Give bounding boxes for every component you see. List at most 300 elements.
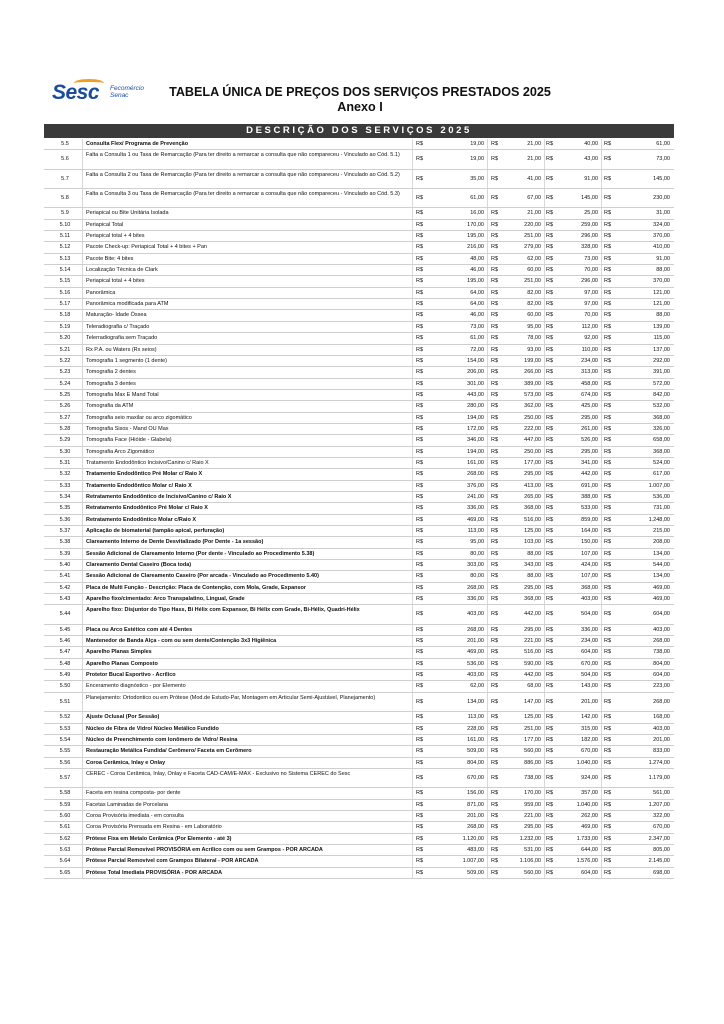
price-value-1: 113,00 xyxy=(467,528,484,534)
price-value-3: 604,00 xyxy=(581,649,598,656)
column-divider xyxy=(412,583,413,593)
currency-label: R$ xyxy=(604,255,612,262)
column-divider xyxy=(601,571,602,581)
price-value-3: 295,00 xyxy=(581,448,598,455)
column-divider xyxy=(412,735,413,745)
currency-label: R$ xyxy=(604,858,612,865)
currency-label: R$ xyxy=(491,391,499,398)
service-description: Periapical total + 4 bites xyxy=(86,233,145,240)
column-divider xyxy=(82,322,83,332)
column-divider xyxy=(412,276,413,286)
currency-label: R$ xyxy=(491,195,499,202)
price-value-1: 172,00 xyxy=(467,425,484,432)
currency-label: R$ xyxy=(604,698,612,705)
column-divider xyxy=(412,390,413,400)
price-value-4: 1.179,00 xyxy=(648,774,670,781)
currency-label: R$ xyxy=(546,596,554,603)
service-description: Enceramento diagnóstico - por Elemento xyxy=(86,683,186,690)
table-row xyxy=(44,712,674,723)
column-divider xyxy=(487,447,488,457)
currency-label: R$ xyxy=(604,233,612,240)
price-value-3: 458,00 xyxy=(581,380,598,387)
currency-label: R$ xyxy=(416,611,424,618)
currency-label: R$ xyxy=(604,539,612,546)
column-divider xyxy=(487,659,488,669)
price-value-1: 346,00 xyxy=(467,437,484,444)
currency-label: R$ xyxy=(546,380,554,387)
currency-label: R$ xyxy=(604,626,612,633)
currency-label: R$ xyxy=(546,790,554,797)
price-value-2: 88,00 xyxy=(527,573,541,580)
currency-label: R$ xyxy=(546,221,554,228)
price-value-4: 1.274,00 xyxy=(648,759,670,766)
column-divider xyxy=(544,693,545,711)
column-divider xyxy=(412,367,413,377)
price-value-1: 469,00 xyxy=(467,649,484,656)
column-divider xyxy=(544,379,545,389)
currency-label: R$ xyxy=(416,801,424,808)
price-value-1: 268,00 xyxy=(467,824,484,831)
price-value-3: 182,00 xyxy=(581,736,598,743)
currency-label: R$ xyxy=(491,869,499,876)
logo-subtitle xyxy=(110,85,144,99)
column-divider xyxy=(82,526,83,536)
currency-label: R$ xyxy=(546,391,554,398)
currency-label: R$ xyxy=(416,812,424,819)
column-divider xyxy=(601,537,602,547)
currency-label: R$ xyxy=(491,278,499,285)
table-row xyxy=(44,537,674,548)
service-code: 5.35 xyxy=(59,505,71,512)
service-code: 5.34 xyxy=(59,493,71,500)
price-value-3: 670,00 xyxy=(581,748,598,755)
price-value-3: 526,00 xyxy=(581,437,598,444)
service-description: Aparelho fixo/cimentado: Arco Transpalatino, Lingual, Grade xyxy=(86,596,245,603)
currency-label: R$ xyxy=(416,301,424,308)
service-code: 5.37 xyxy=(59,528,71,534)
currency-label: R$ xyxy=(416,638,424,645)
currency-label: R$ xyxy=(604,267,612,274)
column-divider xyxy=(487,868,488,878)
price-value-2: 170,00 xyxy=(524,790,541,797)
table-row xyxy=(44,265,674,276)
service-code: 5.12 xyxy=(59,244,71,251)
currency-label: R$ xyxy=(416,210,424,217)
service-code: 5.62 xyxy=(59,835,71,842)
price-value-1: 268,00 xyxy=(467,471,484,478)
currency-label: R$ xyxy=(604,683,612,690)
column-divider xyxy=(82,605,83,623)
column-divider xyxy=(601,845,602,855)
column-divider xyxy=(487,526,488,536)
column-divider xyxy=(82,231,83,241)
service-description: Panorâmica xyxy=(86,289,116,296)
currency-label: R$ xyxy=(546,611,554,618)
service-code: 5.20 xyxy=(59,335,71,342)
currency-label: R$ xyxy=(604,790,612,797)
price-value-2: 1.106,00 xyxy=(519,858,541,865)
price-value-3: 357,00 xyxy=(581,790,598,797)
currency-label: R$ xyxy=(604,562,612,569)
table-row xyxy=(44,856,674,867)
currency-label: R$ xyxy=(604,346,612,353)
column-divider xyxy=(544,288,545,298)
column-divider xyxy=(82,549,83,559)
currency-label: R$ xyxy=(491,846,499,853)
price-value-4: 230,00 xyxy=(653,195,670,202)
column-divider xyxy=(82,788,83,798)
price-value-1: 536,00 xyxy=(467,660,484,667)
service-description: Placa ou Arco Estético com até 4 Dentes xyxy=(86,626,193,633)
column-divider xyxy=(487,605,488,623)
price-value-3: 107,00 xyxy=(581,550,598,557)
currency-label: R$ xyxy=(604,528,612,534)
service-description: Tomografia Max E Mand Total xyxy=(86,391,159,398)
service-description: Pacote Bite: 4 bites xyxy=(86,255,134,262)
service-description: Sessão Adicional de Clareamento Interno (Por dente - Vinculado ao Procedimento 5.38) xyxy=(86,550,315,557)
service-description: Clareamento Interno de Dente Desvitalizado (Por Dente - 1a sessão) xyxy=(86,539,264,546)
column-divider xyxy=(412,379,413,389)
table-row xyxy=(44,647,674,658)
column-divider xyxy=(412,712,413,722)
service-code: 5.18 xyxy=(59,312,71,319)
currency-label: R$ xyxy=(416,550,424,557)
service-description: Rx P.A. ou Waters (Rx seios) xyxy=(86,346,157,353)
price-value-2: 199,00 xyxy=(524,357,541,364)
currency-label: R$ xyxy=(604,244,612,251)
column-divider xyxy=(412,845,413,855)
service-code: 5.21 xyxy=(59,346,71,353)
currency-label: R$ xyxy=(416,869,424,876)
price-value-4: 805,00 xyxy=(653,846,670,853)
price-value-2: 21,00 xyxy=(527,210,541,217)
price-value-1: 301,00 xyxy=(467,380,484,387)
column-divider xyxy=(487,322,488,332)
column-divider xyxy=(544,788,545,798)
currency-label: R$ xyxy=(491,301,499,308)
price-value-4: 215,00 xyxy=(653,528,670,534)
column-divider xyxy=(544,625,545,635)
service-code: 5.17 xyxy=(59,301,71,308)
price-value-2: 82,00 xyxy=(527,301,541,308)
currency-label: R$ xyxy=(416,584,424,591)
price-value-1: 61,00 xyxy=(470,335,484,342)
price-value-4: 2.347,00 xyxy=(648,835,670,842)
column-divider xyxy=(82,345,83,355)
column-divider xyxy=(544,481,545,491)
price-value-4: 2.145,00 xyxy=(648,858,670,865)
price-value-2: 295,00 xyxy=(524,471,541,478)
service-description: Mantenedor de Banda Alça - com ou sem dente/Contenção 3x3 Higiênica xyxy=(86,638,277,645)
currency-label: R$ xyxy=(416,335,424,342)
price-value-4: 201,00 xyxy=(653,736,670,743)
price-value-3: 368,00 xyxy=(581,584,598,591)
table-row xyxy=(44,659,674,670)
column-divider xyxy=(601,769,602,787)
currency-label: R$ xyxy=(491,448,499,455)
currency-label: R$ xyxy=(546,759,554,766)
table-row xyxy=(44,583,674,594)
currency-label: R$ xyxy=(546,414,554,421)
price-value-4: 410,00 xyxy=(653,244,670,251)
currency-label: R$ xyxy=(546,869,554,876)
currency-label: R$ xyxy=(491,289,499,296)
currency-label: R$ xyxy=(491,801,499,808)
currency-label: R$ xyxy=(604,550,612,557)
table-row xyxy=(44,367,674,378)
currency-label: R$ xyxy=(604,846,612,853)
service-code: 5.48 xyxy=(59,660,71,667)
table-row xyxy=(44,693,674,712)
column-divider xyxy=(544,681,545,691)
price-value-2: 295,00 xyxy=(524,584,541,591)
currency-label: R$ xyxy=(604,301,612,308)
currency-label: R$ xyxy=(416,175,424,182)
table-row xyxy=(44,605,674,624)
table-row xyxy=(44,139,674,150)
price-value-2: 560,00 xyxy=(524,748,541,755)
price-value-2: 442,00 xyxy=(524,672,541,679)
currency-label: R$ xyxy=(546,301,554,308)
currency-label: R$ xyxy=(416,141,424,147)
price-value-1: 62,00 xyxy=(470,683,484,690)
service-code: 5.5 xyxy=(61,141,69,147)
price-value-2: 78,00 xyxy=(527,335,541,342)
price-value-3: 40,00 xyxy=(584,141,598,147)
column-divider xyxy=(601,636,602,646)
column-divider xyxy=(487,492,488,502)
price-value-1: 509,00 xyxy=(467,748,484,755)
table-row xyxy=(44,208,674,219)
price-table xyxy=(44,139,674,879)
price-value-1: 64,00 xyxy=(470,301,484,308)
price-value-1: 469,00 xyxy=(467,516,484,523)
price-value-3: 43,00 xyxy=(584,156,598,163)
price-value-1: 483,00 xyxy=(467,846,484,853)
column-divider xyxy=(601,170,602,188)
price-value-3: 315,00 xyxy=(581,725,598,732)
currency-label: R$ xyxy=(604,835,612,842)
price-value-4: 139,00 xyxy=(653,323,670,330)
column-divider xyxy=(544,220,545,230)
column-divider xyxy=(544,435,545,445)
table-row xyxy=(44,276,674,287)
currency-label: R$ xyxy=(416,459,424,466)
currency-label: R$ xyxy=(416,835,424,842)
service-code: 5.26 xyxy=(59,403,71,410)
price-value-4: 670,00 xyxy=(653,824,670,831)
column-divider xyxy=(82,594,83,604)
table-row xyxy=(44,800,674,811)
service-code: 5.29 xyxy=(59,437,71,444)
service-code: 5.54 xyxy=(59,736,71,743)
table-row xyxy=(44,150,674,169)
column-divider xyxy=(412,800,413,810)
column-divider xyxy=(487,515,488,525)
currency-label: R$ xyxy=(416,774,424,781)
currency-label: R$ xyxy=(604,459,612,466)
price-value-1: 195,00 xyxy=(467,233,484,240)
price-value-4: 403,00 xyxy=(653,725,670,732)
currency-label: R$ xyxy=(416,244,424,251)
currency-label: R$ xyxy=(491,233,499,240)
column-divider xyxy=(487,139,488,149)
table-row xyxy=(44,549,674,560)
table-row xyxy=(44,379,674,390)
currency-label: R$ xyxy=(416,156,424,163)
column-divider xyxy=(544,150,545,168)
column-divider xyxy=(601,583,602,593)
column-divider xyxy=(487,390,488,400)
currency-label: R$ xyxy=(491,774,499,781)
service-code: 5.61 xyxy=(59,824,71,831)
price-value-4: 403,00 xyxy=(653,626,670,633)
currency-label: R$ xyxy=(546,516,554,523)
currency-label: R$ xyxy=(546,550,554,557)
column-divider xyxy=(544,647,545,657)
currency-label: R$ xyxy=(416,596,424,603)
currency-label: R$ xyxy=(604,448,612,455)
column-divider xyxy=(487,424,488,434)
column-divider xyxy=(544,242,545,252)
column-divider xyxy=(82,276,83,286)
column-divider xyxy=(487,636,488,646)
currency-label: R$ xyxy=(416,573,424,580)
service-code: 5.38 xyxy=(59,539,71,546)
price-value-3: 424,00 xyxy=(581,562,598,569)
price-value-4: 1.248,00 xyxy=(648,516,670,523)
currency-label: R$ xyxy=(546,835,554,842)
price-value-4: 223,00 xyxy=(653,683,670,690)
service-code: 5.11 xyxy=(59,233,71,240)
service-description: Maturação- Idade Óssea xyxy=(86,312,147,319)
price-value-4: 368,00 xyxy=(653,448,670,455)
column-divider xyxy=(487,647,488,657)
currency-label: R$ xyxy=(491,357,499,364)
table-row xyxy=(44,333,674,344)
table-row xyxy=(44,356,674,367)
column-divider xyxy=(82,367,83,377)
price-value-3: 691,00 xyxy=(581,482,598,489)
column-divider xyxy=(82,746,83,756)
column-divider xyxy=(601,712,602,722)
currency-label: R$ xyxy=(546,736,554,743)
currency-label: R$ xyxy=(416,562,424,569)
price-value-3: 70,00 xyxy=(584,267,598,274)
service-code: 5.46 xyxy=(59,638,71,645)
service-description: Falta a Consulta 3 ou Taxa de Remarcação (Para ter direito a remarcar a consulta que não compareceu - Vinculado ao Cód. 5.3) xyxy=(86,191,400,198)
currency-label: R$ xyxy=(491,573,499,580)
service-code: 5.36 xyxy=(59,516,71,523)
currency-label: R$ xyxy=(546,482,554,489)
column-divider xyxy=(601,681,602,691)
column-divider xyxy=(412,333,413,343)
column-divider xyxy=(544,571,545,581)
table-row xyxy=(44,560,674,571)
price-value-2: 368,00 xyxy=(524,505,541,512)
table-row xyxy=(44,242,674,253)
currency-label: R$ xyxy=(491,493,499,500)
currency-label: R$ xyxy=(416,357,424,364)
service-code: 5.24 xyxy=(59,380,71,387)
column-divider xyxy=(544,636,545,646)
column-divider xyxy=(487,299,488,309)
price-value-2: 68,00 xyxy=(527,683,541,690)
price-value-3: 403,00 xyxy=(581,596,598,603)
column-divider xyxy=(412,549,413,559)
table-row xyxy=(44,503,674,514)
table-row xyxy=(44,481,674,492)
column-divider xyxy=(82,503,83,513)
currency-label: R$ xyxy=(416,195,424,202)
price-value-1: 280,00 xyxy=(467,403,484,410)
column-divider xyxy=(601,560,602,570)
price-value-4: 536,00 xyxy=(653,493,670,500)
price-value-2: 41,00 xyxy=(527,175,541,182)
price-value-3: 1.040,00 xyxy=(576,759,598,766)
currency-label: R$ xyxy=(491,539,499,546)
service-code: 5.45 xyxy=(59,626,71,633)
column-divider xyxy=(82,139,83,149)
column-divider xyxy=(601,834,602,844)
column-divider xyxy=(412,503,413,513)
currency-label: R$ xyxy=(416,539,424,546)
price-value-4: 168,00 xyxy=(653,714,670,721)
column-divider xyxy=(82,265,83,275)
price-value-1: 73,00 xyxy=(470,323,484,330)
service-description: Coroa Provisória imediata - em consulta xyxy=(86,812,184,819)
column-divider xyxy=(601,189,602,207)
column-divider xyxy=(82,724,83,734)
price-value-3: 92,00 xyxy=(584,335,598,342)
column-divider xyxy=(544,537,545,547)
currency-label: R$ xyxy=(546,175,554,182)
table-row xyxy=(44,447,674,458)
column-divider xyxy=(544,333,545,343)
price-value-2: 573,00 xyxy=(524,391,541,398)
price-value-2: 221,00 xyxy=(524,638,541,645)
currency-label: R$ xyxy=(604,584,612,591)
currency-label: R$ xyxy=(491,323,499,330)
table-row xyxy=(44,424,674,435)
currency-label: R$ xyxy=(491,346,499,353)
service-description: Tratamento Endodôntico Molar c/ Raio X xyxy=(86,482,192,489)
price-value-3: 442,00 xyxy=(581,471,598,478)
service-description: Localização Técnica de Clark xyxy=(86,267,158,274)
column-divider xyxy=(487,811,488,821)
column-divider xyxy=(544,367,545,377)
service-description: Prótese Fixa em Metalo Cerâmica (Por Elemento - até 3) xyxy=(86,835,232,842)
column-divider xyxy=(412,659,413,669)
column-divider xyxy=(544,670,545,680)
column-divider xyxy=(412,447,413,457)
price-value-2: 516,00 xyxy=(524,649,541,656)
service-description: Ajuste Oclusal (Por Sessão) xyxy=(86,714,160,721)
currency-label: R$ xyxy=(416,221,424,228)
price-value-2: 447,00 xyxy=(524,437,541,444)
column-divider xyxy=(82,242,83,252)
currency-label: R$ xyxy=(491,312,499,319)
price-value-1: 303,00 xyxy=(467,562,484,569)
currency-label: R$ xyxy=(546,824,554,831)
service-code: 5.65 xyxy=(59,869,71,876)
service-description: Retratamento Endodôntico Pré Molar c/ Raio X xyxy=(86,505,208,512)
table-row xyxy=(44,868,674,879)
currency-label: R$ xyxy=(604,596,612,603)
currency-label: R$ xyxy=(416,824,424,831)
service-code: 5.23 xyxy=(59,369,71,376)
currency-label: R$ xyxy=(491,649,499,656)
